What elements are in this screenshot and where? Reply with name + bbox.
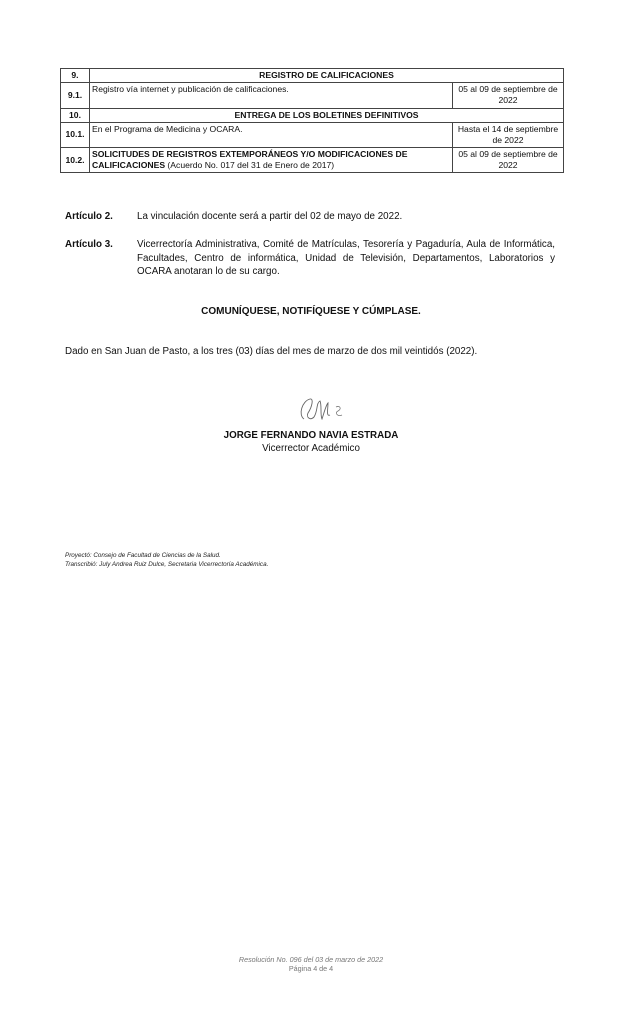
article-label: Artículo 3. — [65, 239, 113, 250]
resolution-reference: Resolución No. 096 del 03 de marzo de 2022 — [238, 955, 384, 964]
table-row — [61, 108, 564, 122]
schedule-table — [60, 68, 564, 173]
row-description — [90, 148, 453, 173]
row-number: 10.1. — [61, 122, 90, 147]
table-row — [61, 148, 564, 173]
row-date: 05 al 09 de septiembre de 2022 — [453, 148, 564, 173]
table-row — [61, 69, 564, 83]
section-heading: REGISTRO DE CALIFICACIONES — [90, 69, 564, 83]
row-date: Hasta el 14 de septiembre de 2022 — [453, 122, 564, 147]
row-description-rest: (Acuerdo No. 017 del 31 de Enero de 2017) — [165, 160, 335, 171]
row-date: 05 al 09 de septiembre de 2022 — [453, 83, 564, 108]
row-description: Registro vía internet y publicación de calificaciones. — [90, 83, 453, 108]
row-number: 10. — [61, 108, 90, 122]
table-row — [61, 83, 564, 108]
issue-statement: Dado en San Juan de Pasto, a los tres (03) días del mes de marzo de dos mil veintidós (2022). — [65, 346, 478, 357]
signature-icon — [290, 395, 350, 427]
transcribed-by: Transcribió: July Andrea Ruiz Dulce, Secretaria Vicerrectoría Académica. — [65, 561, 269, 569]
table-row — [61, 122, 564, 147]
article-text: Vicerrectoría Administrativa, Comité de Matrículas, Tesorería y Pagaduría, Aula de Informática, Facultades, Centro de informática, Unidad de Televisión, Departamentos, Laboratorios y OCARA anotaran lo de su cargo. — [137, 239, 555, 278]
signer-title: Vicerrector Académico — [262, 443, 360, 454]
row-description: En el Programa de Medicina y OCARA. — [90, 122, 453, 147]
page-footer — [0, 955, 622, 974]
row-description-bold: SOLICITUDES DE REGISTROS EXTEMPORÁNEOS Y/O MODIFICACIONES DE CALIFICACIONES — [92, 149, 408, 171]
signer-name: JORGE FERNANDO NAVIA ESTRADA — [223, 430, 399, 441]
article-label: Artículo 2. — [65, 211, 113, 222]
closing-formula: COMUNÍQUESE, NOTIFÍQUESE Y CÚMPLASE. — [201, 306, 421, 317]
article-text: La vinculación docente será a partir del 02 de mayo de 2022. — [137, 211, 403, 222]
row-number: 9.1. — [61, 83, 90, 108]
footnotes — [65, 551, 268, 569]
page-number: Página 4 de 4 — [288, 964, 334, 974]
section-heading: ENTREGA DE LOS BOLETINES DEFINITIVOS — [90, 108, 564, 122]
projected-by: Proyectó: Consejo de Facultad de Ciencias de la Salud. — [65, 552, 221, 559]
row-number: 10.2. — [61, 148, 90, 173]
row-number: 9. — [61, 69, 90, 83]
